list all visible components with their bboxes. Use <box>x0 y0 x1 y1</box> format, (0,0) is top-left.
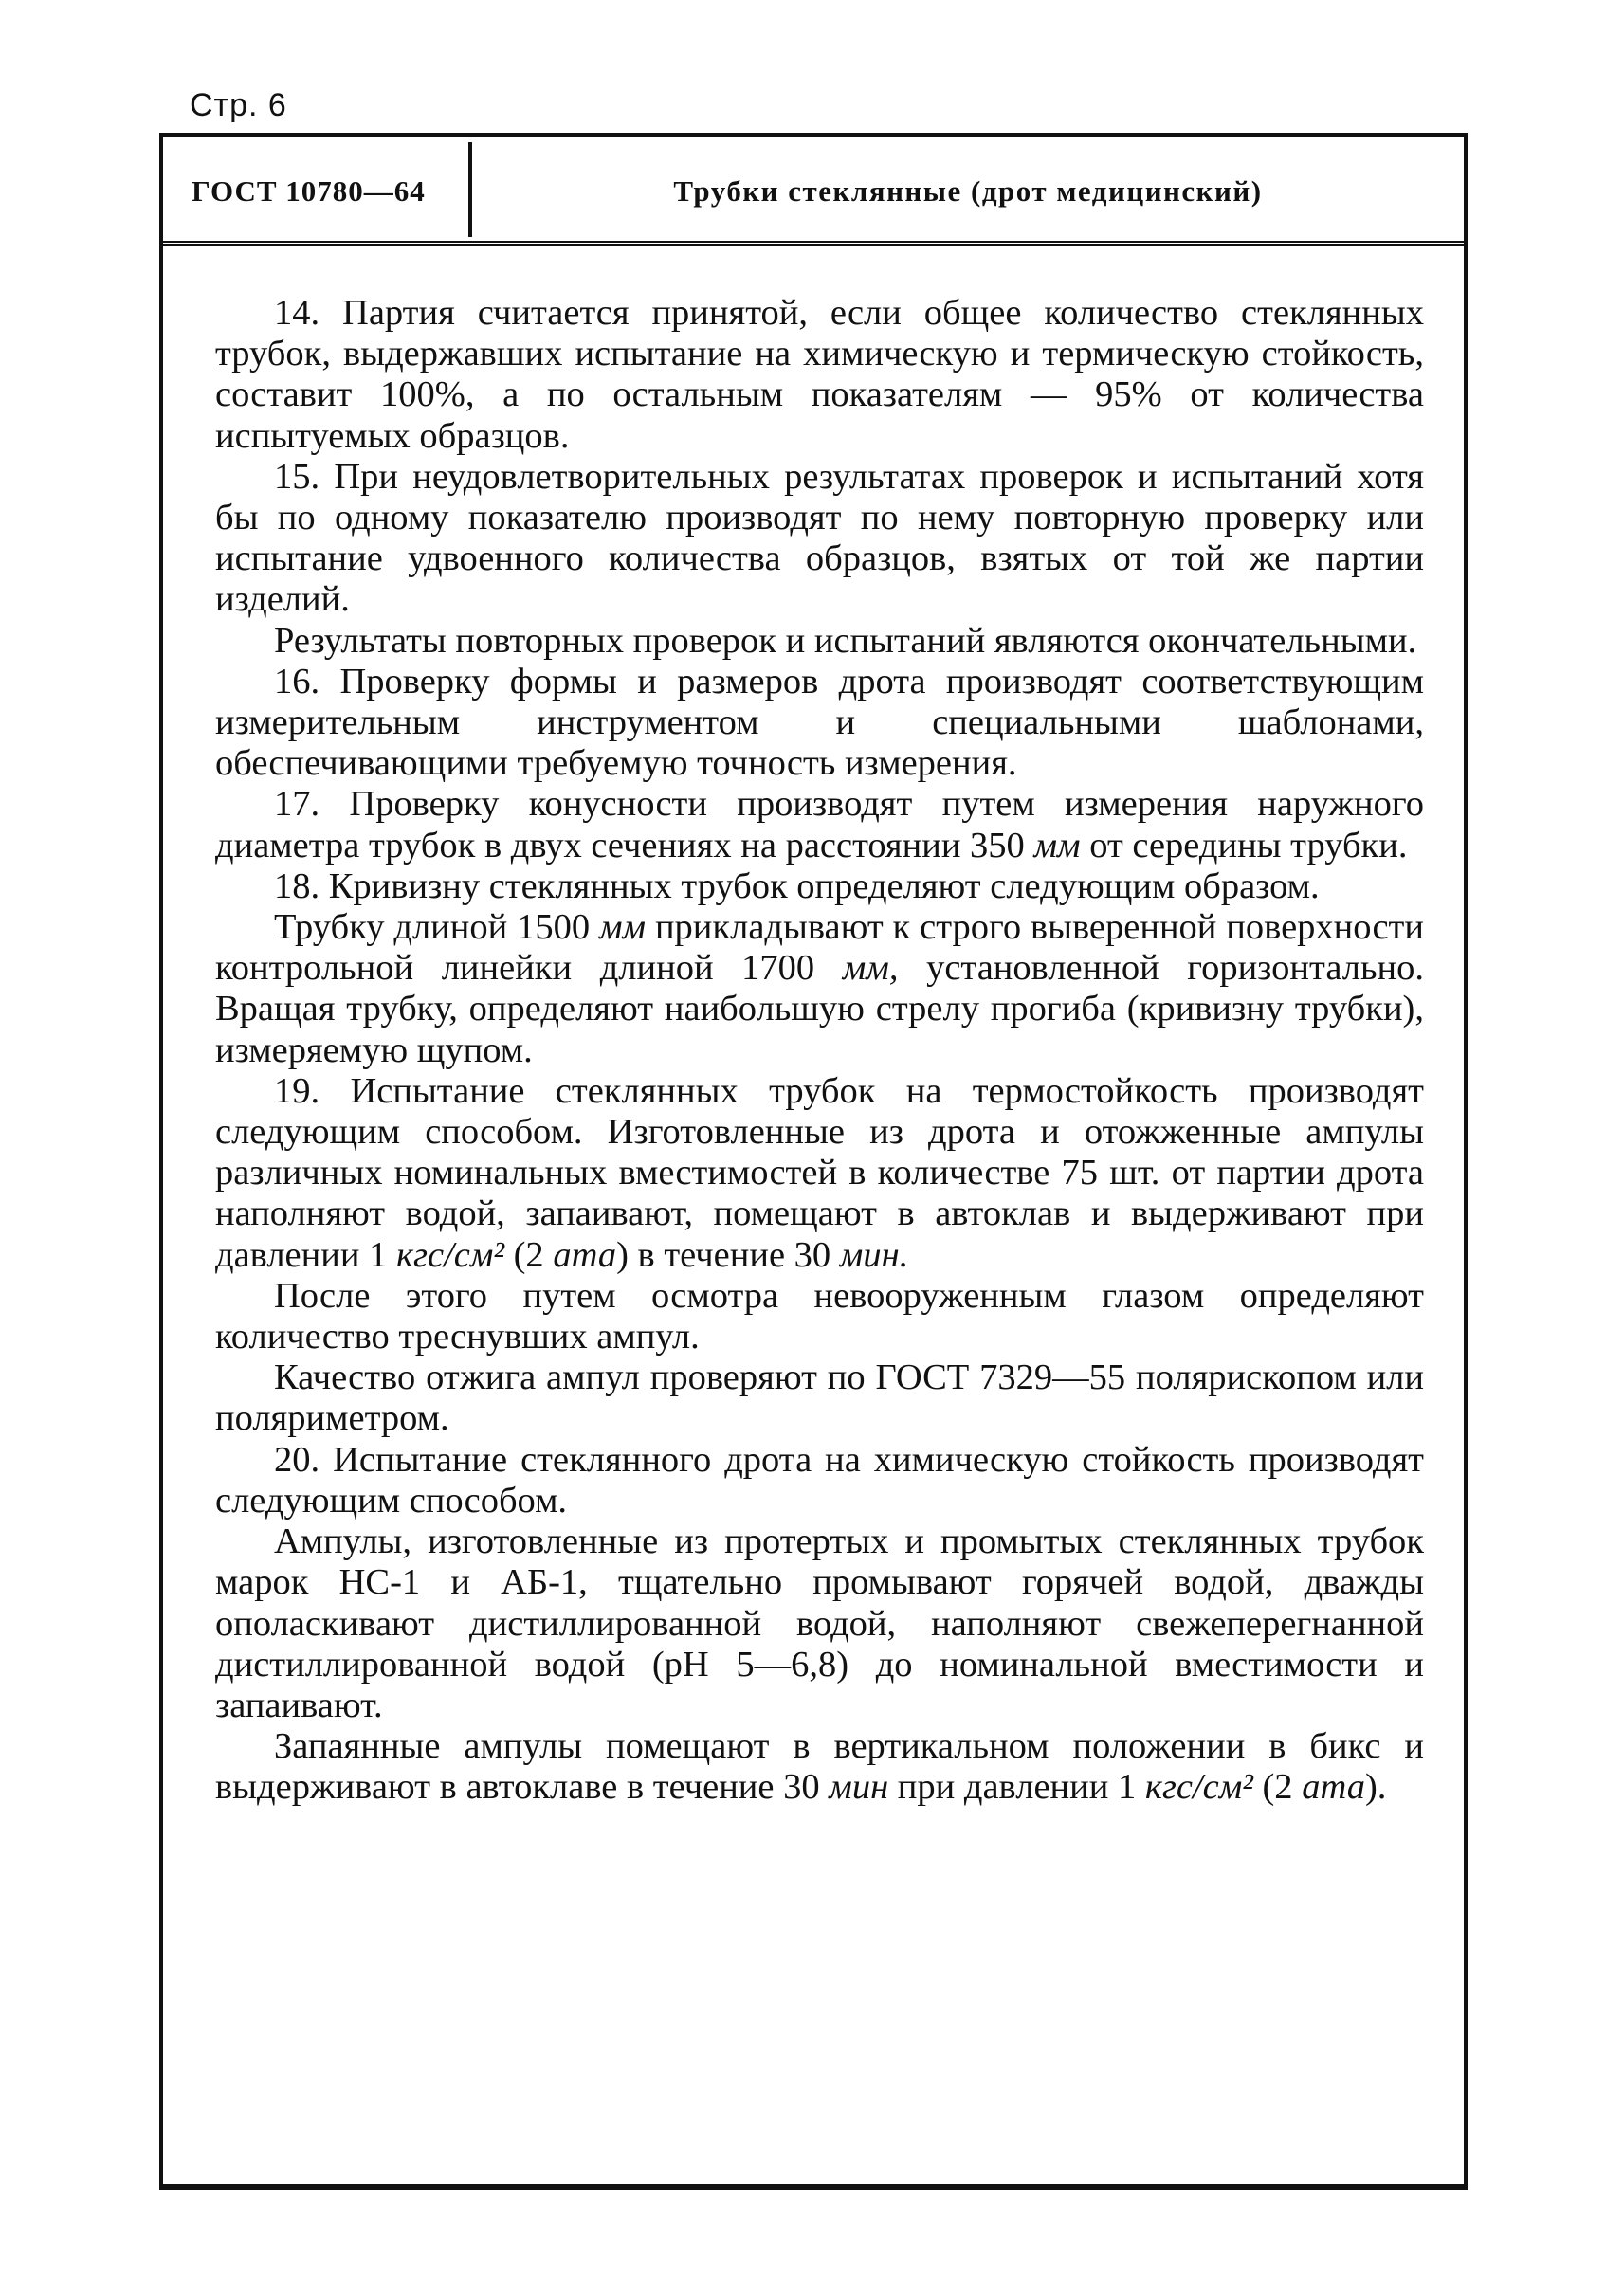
paragraph-20-autoclave: Запаянные ампулы помещают в вертикальном положении в бикс и выдерживают в автоклаве в течение 30 мин при давлении 1 кгс/см² (2 ата). <box>215 1726 1424 1808</box>
paragraph-20: 20. Испытание стеклянного дрота на химическую стойкость производят следующим способом. <box>215 1439 1424 1521</box>
paragraph-19: 19. Испытание стеклянных трубок на термостойкость производят следующим способом. Изготовленные из дрота и отожженные ампулы различных номинальных вместимостей в количестве 75 шт. от партии дрота наполняют водой, запаивают, помещают в автоклав и выдерживают при давлении 1 кгс/см² (2 ата) в течение 30 мин. <box>215 1070 1424 1275</box>
header-row <box>163 137 1464 246</box>
paragraph-19-annealing: Качество отжига ампул проверяют по ГОСТ 7329—55 полярископом или поляриметром. <box>215 1357 1424 1439</box>
paragraph-14: 14. Партия считается принятой, если общее количество стеклянных трубок, выдержавших испытание на химическую и термическую стойкость, составит 100%, а по остальным показателям — 95% от количества испытуемых образцов. <box>215 293 1424 456</box>
paragraph-19-inspection: После этого путем осмотра невооруженным глазом определяют количество треснувших ампул. <box>215 1275 1424 1357</box>
paragraph-15: 15. При неудовлетворительных результатах проверок и испытаний хотя бы по одному показателю производят по нему повторную проверку или испытание удвоенного количества образцов, взятых от той же партии изделий. <box>215 456 1424 620</box>
document-title: Трубки стеклянные (дрот медицинский) <box>673 174 1263 208</box>
paragraph-18: 18. Кривизну стеклянных трубок определяют следующим образом. <box>274 865 1320 906</box>
paragraph-16: 16. Проверку формы и размеров дрота производят соответствующим измерительным инструментом и специальными шаблонами, обеспечивающими требуемую точность измерения. <box>215 661 1424 784</box>
standard-code: ГОСТ 10780—64 <box>192 174 426 208</box>
paragraph-20-ampoules: Ампулы, изготовленные из протертых и промытых стеклянных трубок марок НС-1 и АБ-1, тщательно промывают горячей водой, дважды ополаскивают дистиллированной водой, наполняют свежеперегнанной дистиллированной водой (рН 5—6,8) до номинальной вместимости и запаивают. <box>215 1521 1424 1725</box>
paragraph-15-results: Результаты повторных проверок и испытаний являются окончательными. <box>274 620 1417 661</box>
paragraph-17: 17. Проверку конусности производят путем измерения наружного диаметра трубок в двух сечениях на расстоянии 350 мм от середины трубки. <box>215 784 1424 865</box>
paragraph-18-method: Трубку длиной 1500 мм прикладывают к строго выверенной поверхности контрольной линейки длиной 1700 мм, установленной горизонтально. Вращая трубку, определяют наибольшую стрелу прогиба (кривизну трубки), измеряемую щупом. <box>215 907 1424 1070</box>
page-number: Стр. 6 <box>190 87 287 123</box>
body-text <box>215 293 1424 1809</box>
page-frame <box>159 133 1468 2190</box>
